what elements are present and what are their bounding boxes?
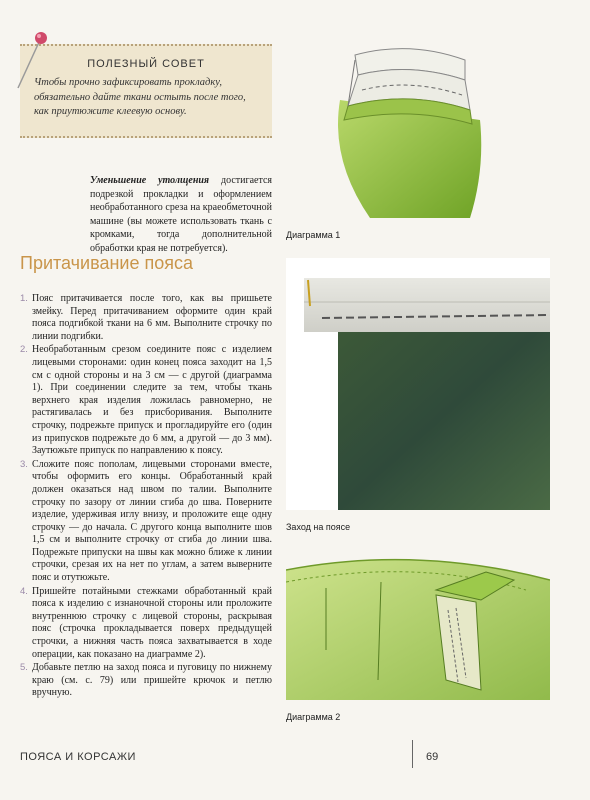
step-number: 4.	[20, 585, 28, 597]
step-text: Необработанным срезом соедините пояс с изделием лицевыми сторонами: один конец пояса заходит на 1,5 см с одной стороны и на 3 см — с другой (диаграмма 1). При соединении следите за тем, чтобы ткань верхнего края изделия ложилась равномерно, не растягивалась и без присборивания. Выполните строчку, подрежьте припуск и прогладируйте его (один из припусков подрежьте до 6 мм, а другой — до 3 мм). Заутюжьте припуск по направлению к поясу.	[32, 344, 272, 457]
intro-lead: Уменьшение утолщения	[90, 175, 210, 186]
list-item	[20, 586, 272, 662]
step-number: 5.	[20, 662, 28, 674]
tip-text: Чтобы прочно зафиксировать прокладку, обязательно дайте ткани остыть после того, как приутюжите клеевую основу.	[34, 77, 246, 117]
step-text: Пришейте потайными стежками обработанный край пояса к изделию с изнаночной стороны или проложите внутреннюю строчку с лицевой стороны, раскрывая пояс (строчка прокладывается поверх предыдущей строчки, а нижняя часть пояса захватывается в ходе операции, как показано на диаграмме 2).	[32, 585, 272, 660]
diagram-1-illustration	[300, 40, 500, 220]
diagram-2-caption: Диаграмма 2	[286, 712, 341, 722]
waistband-photo-image	[286, 258, 550, 510]
list-item	[20, 459, 272, 585]
step-text: Добавьте петлю на заход пояса и пуговицу по нижнему краю (см. с. 79) или пришейте крючок и петлю вручную.	[32, 662, 272, 699]
section-title: Притачивание пояса	[20, 252, 193, 273]
step-number: 2.	[20, 344, 28, 356]
list-item	[20, 293, 272, 343]
diagram-1-caption: Диаграмма 1	[286, 230, 341, 240]
intro-text: достигается подрезкой прокладки и оформлением необработанного среза на краеобметочной машине (вы можете использовать ткань с кромками, тогда дополнительной обработки края не потребуется).	[90, 175, 272, 254]
footer-section-title: ПОЯСА И КОРСАЖИ	[20, 751, 136, 763]
intro-paragraph	[90, 174, 272, 255]
diagram-2-illustration	[286, 550, 550, 700]
steps-list	[20, 293, 272, 701]
footer-divider	[412, 740, 413, 768]
page-number: 69	[426, 751, 439, 763]
step-number: 3.	[20, 458, 28, 470]
pin-icon	[8, 30, 48, 90]
list-item	[20, 662, 272, 700]
waistband-photo-caption: Заход на поясе	[286, 522, 351, 532]
list-item	[20, 344, 272, 457]
waistband-photo	[286, 258, 550, 510]
step-number: 1.	[20, 293, 28, 304]
tip-box	[20, 44, 272, 138]
step-text: Сложите пояс пополам, лицевыми сторонами вместе, чтобы оформить его концы. Обработанный край должен оказаться над швом по талии. Выполните строчку по зазору от линии сгиба до шва. Поверните изделие, удерживая иглу внизу, и проложите еще одну строчку — до начала. С другого конца выполните шов 1,5 см и выполните строчку от сгиба до линии шва. Подрежьте припуски на швы как можно ближе к линии строчки, срезая их на нет по углам, а затем выверните пояс и отутюжьте.	[32, 458, 272, 584]
tip-title: ПОЛЕЗНЫЙ СОВЕТ	[87, 58, 205, 70]
step-text: Пояс притачивается после того, как вы пришьете змейку. Перед притачиванием оформите один край пояса подгибкой ткани на 6 мм. Выполните строчку по линии подгибки.	[32, 293, 272, 342]
